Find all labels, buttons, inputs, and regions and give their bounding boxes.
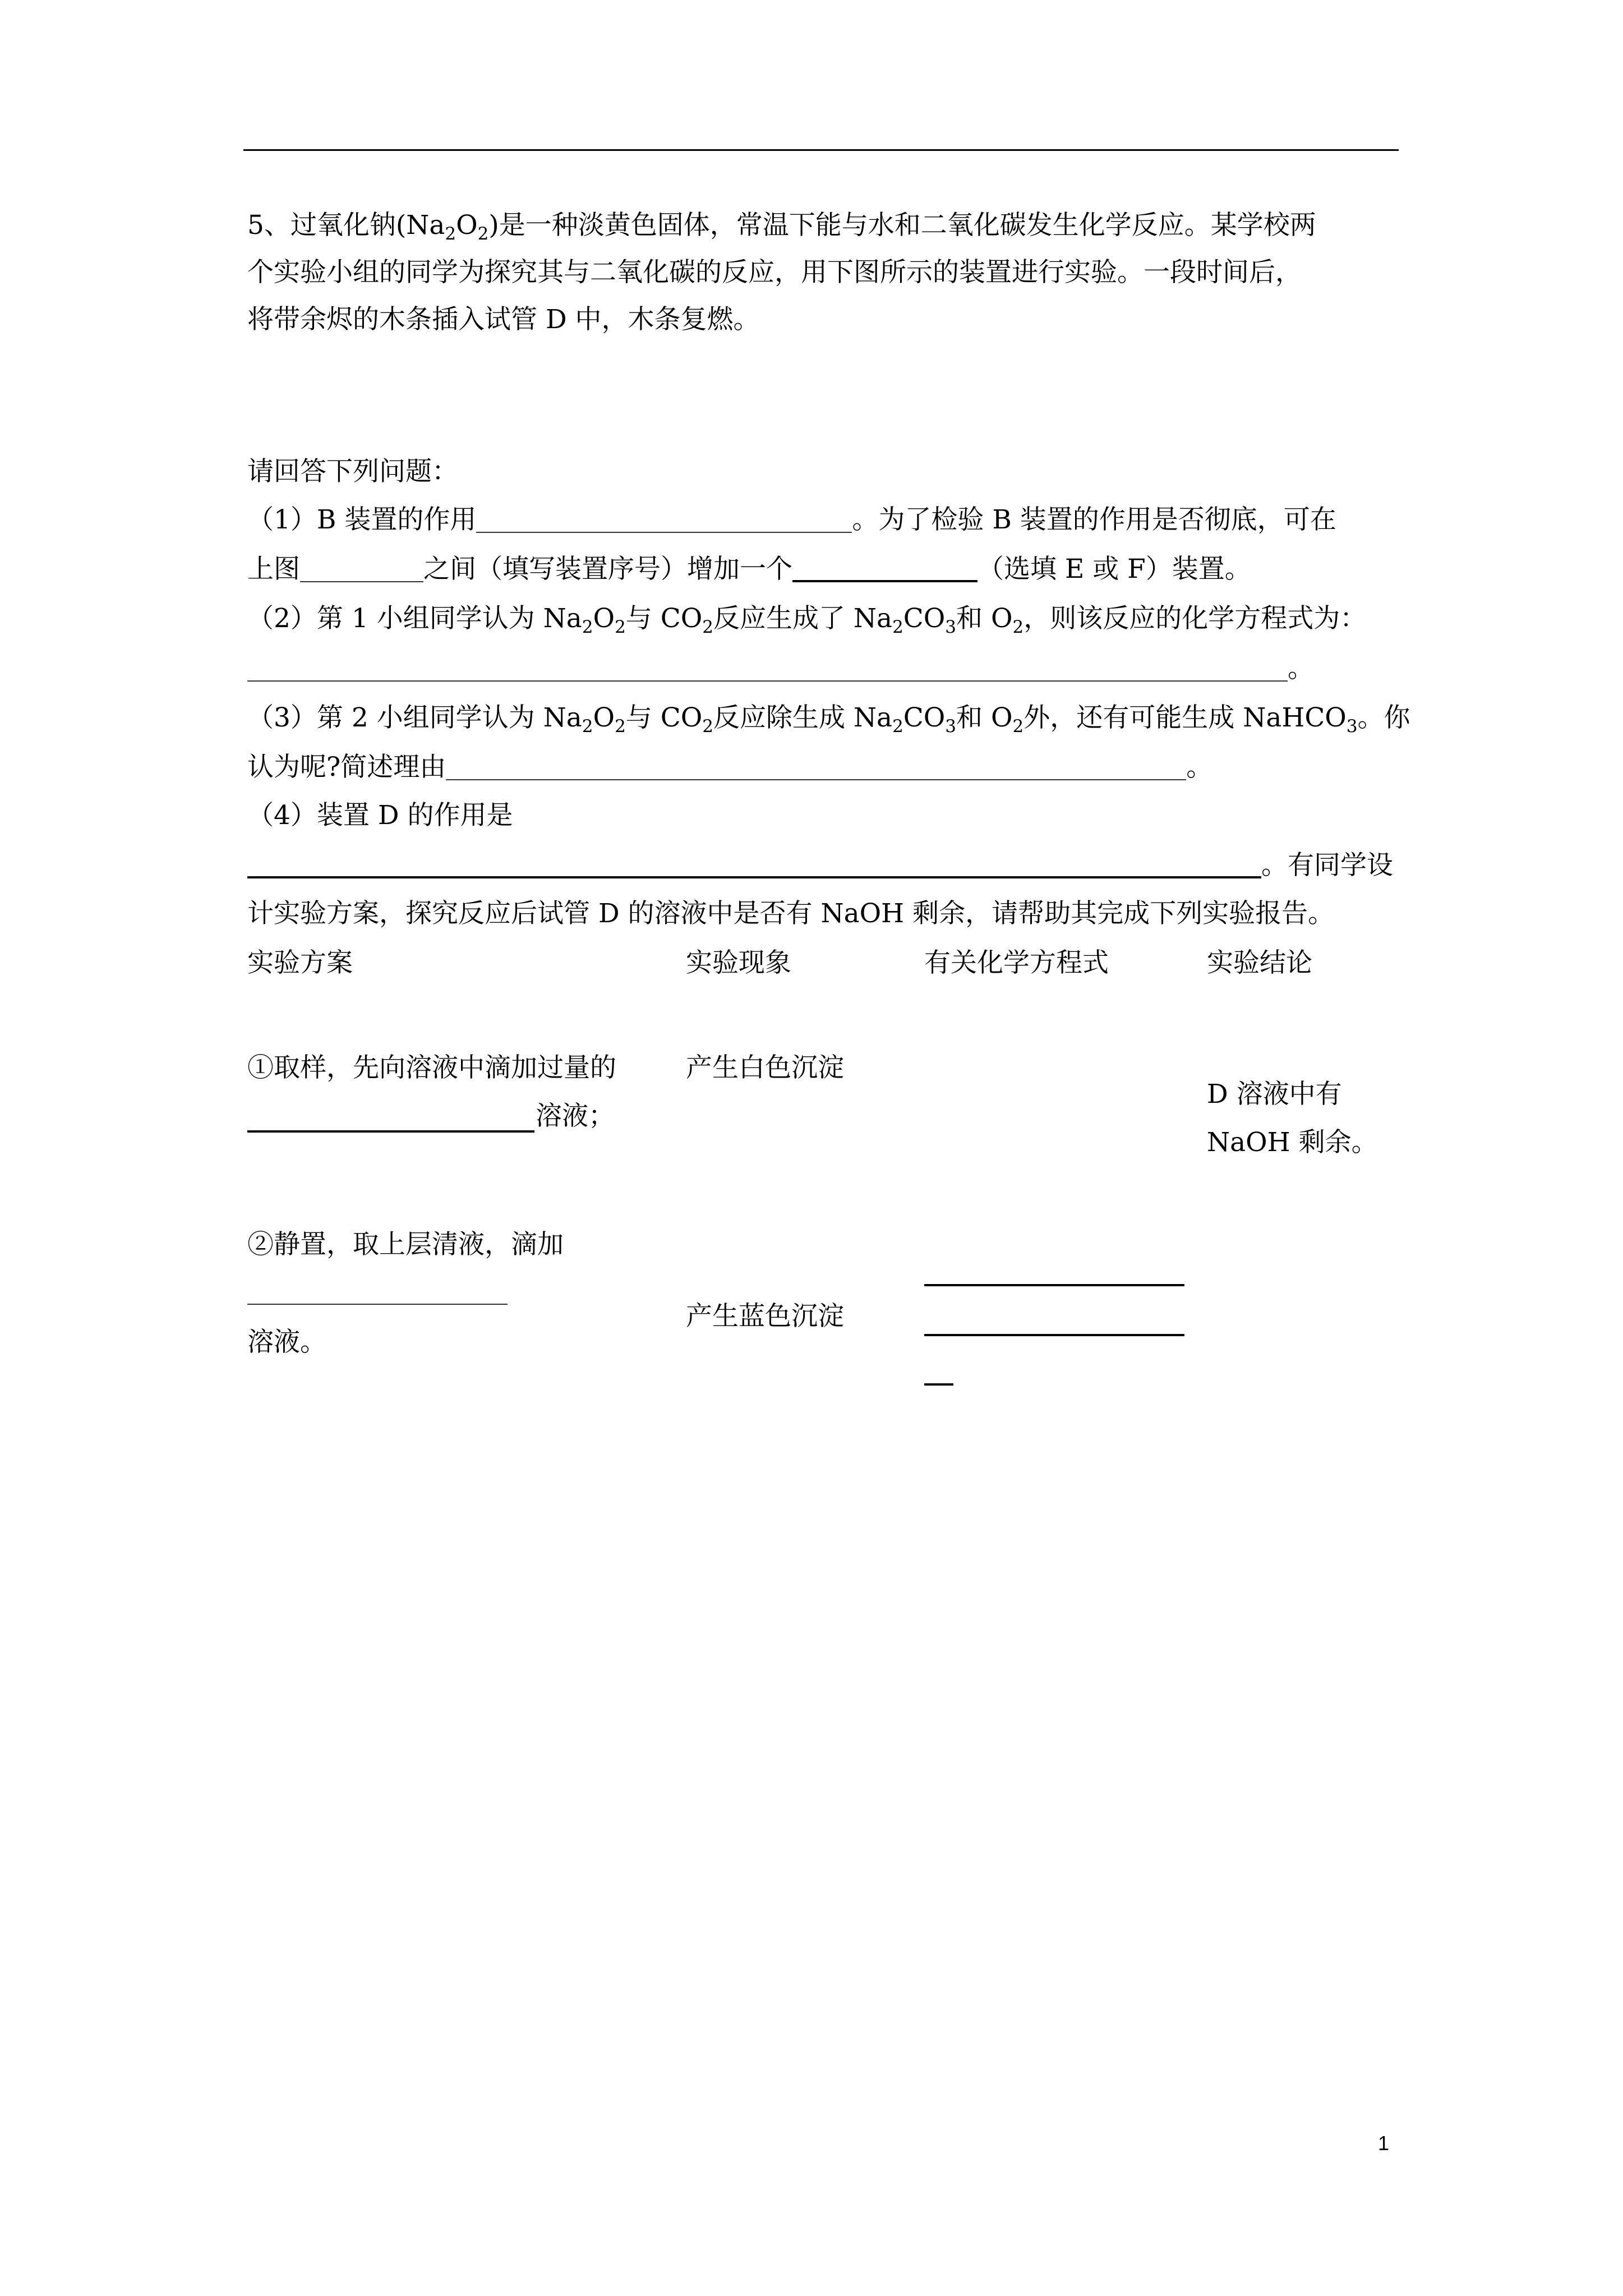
row2-plan-line-1: ②静置，取上层清液，滴加 — [247, 1229, 564, 1260]
row2-plan-line-2: 溶液。 — [247, 1327, 326, 1358]
q4-line-2: 。有同学设 — [247, 852, 1393, 878]
answer-blank-q4-function[interactable] — [247, 852, 1261, 878]
answer-blank-row1-reagent[interactable] — [247, 1130, 534, 1133]
page-number: 1 — [1378, 2132, 1390, 2155]
row1-phenomenon: 产生白色沉淀 — [686, 1052, 844, 1083]
intro-line-2: 个实验小组的同学为探究其与二氧化碳的反应，用下图所示的装置进行实验。一段时间后， — [247, 257, 1302, 288]
q4-line-1: （4）装置 D 的作用是 — [247, 800, 513, 831]
answer-blank-row2-equation-2[interactable] — [924, 1334, 1184, 1336]
answer-blank-row2-equation-1[interactable] — [924, 1284, 1184, 1286]
q2-line-2: 。 — [247, 655, 1314, 682]
row1-plan-line-1: ①取样，先向溶液中滴加过量的 — [247, 1052, 616, 1083]
q4-line-3: 计实验方案，探究反应后试管 D 的溶液中是否有 NaOH 剩余，请帮助其完成下列实验报告。 — [247, 898, 1335, 929]
intro-line-3: 将带余烬的木条插入试管 D 中，木条复燃。 — [247, 304, 760, 335]
row1-plan-line-2: 溶液； — [536, 1101, 615, 1131]
answer-blank-row2-equation-3[interactable] — [924, 1383, 953, 1386]
table-header-conclusion: 实验结论 — [1207, 947, 1312, 978]
table-header-phenomenon: 实验现象 — [686, 947, 791, 978]
conclusion-line-2: NaOH 剩余。 — [1207, 1127, 1378, 1158]
answer-blank-q1-device[interactable] — [792, 555, 978, 582]
q1-line-2: 上图 之间（填写装置序号）增加一个 （选填 E 或 F）装置。 — [247, 554, 1251, 585]
intro-line-1: 5、过氧化钠$(Na_2O_2)$是一种淡黄色固体，常温下能与水和二氧化碳发生化学反应。某学校两 — [247, 210, 1316, 244]
answer-blank-q2-equation[interactable] — [247, 656, 1288, 682]
table-header-plan: 实验方案 — [247, 947, 353, 978]
table-header-equation: 有关化学方程式 — [924, 947, 1109, 978]
header-rule — [243, 149, 1399, 151]
row2-phenomenon: 产生蓝色沉淀 — [686, 1301, 844, 1332]
answer-blank-q1-function[interactable] — [476, 507, 852, 533]
answer-blank-row2-reagent[interactable] — [247, 1304, 508, 1305]
prompt: 请回答下列问题： — [247, 456, 458, 487]
q3-line-2: 认为呢?简述理由 。 — [247, 752, 1213, 783]
q1-line-1: （1）B 装置的作用 。为了检验 B 装置的作用是否彻底，可在 — [247, 504, 1336, 535]
conclusion-line-1: D 溶液中有 — [1207, 1079, 1342, 1110]
answer-blank-q3-reason[interactable] — [446, 754, 1186, 780]
q2-line-1: （2）第 1 小组同学认为 $Na_2O_2$与 $CO_2$反应生成了 $Na_2CO_3$和 $O_2$，则该反应的化学方程式为： — [247, 603, 1367, 637]
answer-blank-q1-position[interactable] — [300, 556, 423, 582]
q3-line-1: （3）第 2 小组同学认为 $Na_2O_2$与 $CO_2$反应除生成 $Na_2CO_3$和 $O_2$外，还有可能生成 NaHCO$_3$。你 — [247, 702, 1410, 737]
